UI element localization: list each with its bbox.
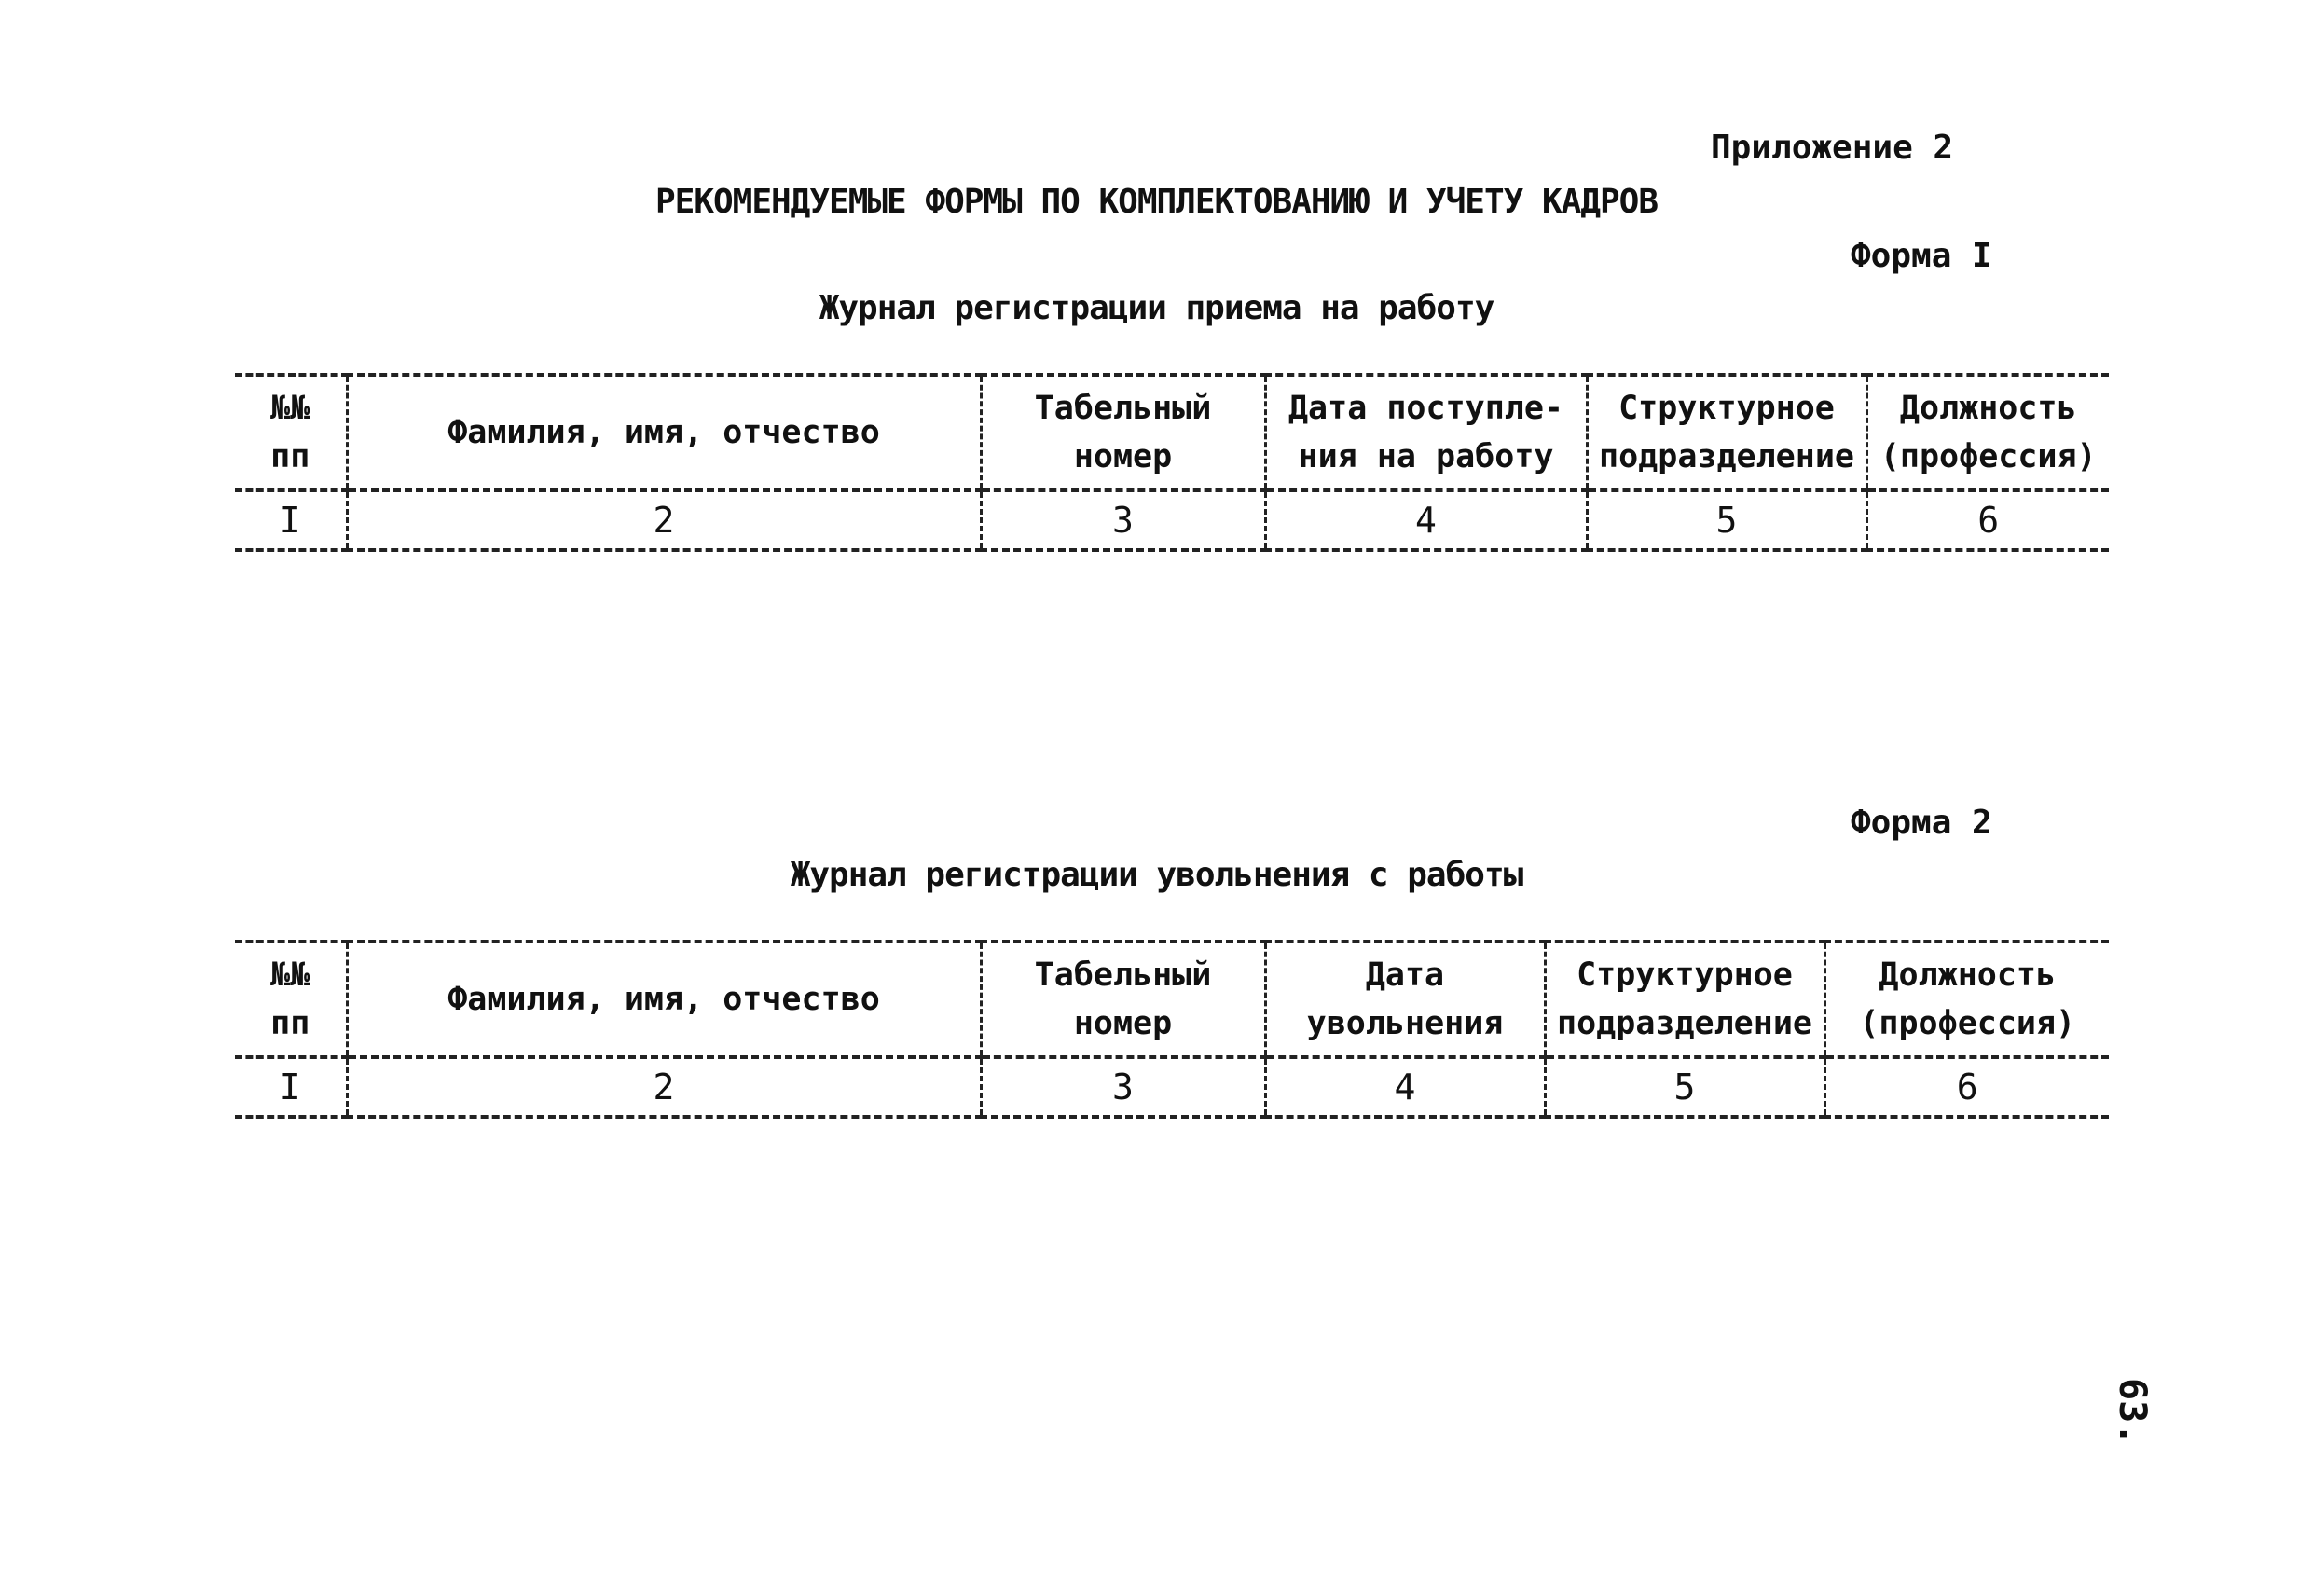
form1-table <box>235 373 2109 552</box>
appendix-label: Приложение 2 <box>1711 129 1954 167</box>
form1-title: Журнал регистрации приема на работу <box>819 289 1494 327</box>
header-cell-number: №№ пп <box>235 375 347 490</box>
column-number-cell: 6 <box>1866 490 2109 550</box>
column-number-cell: I <box>279 1066 301 1108</box>
document-heading: РЕКОМЕНДУЕМЫЕ ФОРМЫ ПО КОМПЛЕКТОВАНИЮ И УЧЕТУ КАДРОВ <box>654 183 1659 221</box>
table-row <box>235 1057 2109 1117</box>
column-number-cell: 2 <box>347 1057 981 1117</box>
column-number-cell: 5 <box>1545 1057 1824 1117</box>
header-cell-personnel-number: Табельный номер <box>981 942 1265 1057</box>
column-number-cell: 4 <box>1265 490 1587 550</box>
column-number-cell: 3 <box>981 1057 1265 1117</box>
column-number-cell: 6 <box>1824 1057 2109 1117</box>
header-cell-personnel-number: Табельный номер <box>981 375 1265 490</box>
header-cell-department: Структурное подразделение <box>1587 375 1866 490</box>
form2-table <box>235 940 2109 1119</box>
header-cell-full-name: Фамилия, имя, отчество <box>347 942 981 1057</box>
column-number-cell: 3 <box>981 490 1265 550</box>
table-row <box>235 490 2109 550</box>
form1-label: Форма I <box>1851 237 1992 275</box>
table-header-row <box>235 942 2109 1057</box>
header-cell-full-name: Фамилия, имя, отчество <box>347 375 981 490</box>
column-number-cell: 4 <box>1265 1057 1545 1117</box>
form2-title: Журнал регистрации увольнения с работы <box>790 856 1523 894</box>
header-cell-position: Должность (профессия) <box>1866 375 2109 490</box>
column-number-cell: 5 <box>1587 490 1866 550</box>
column-number-cell: 2 <box>347 490 981 550</box>
header-cell-hire-date: Дата поступле- ния на работу <box>1265 375 1587 490</box>
header-cell-number: №№ пп <box>235 942 347 1057</box>
form2-label: Форма 2 <box>1851 804 1992 842</box>
header-cell-position: Должность (профессия) <box>1824 942 2109 1057</box>
header-cell-department: Структурное подразделение <box>1545 942 1824 1057</box>
page-number: 63. <box>2111 1378 2154 1446</box>
header-cell-dismissal-date: Дата увольнения <box>1265 942 1545 1057</box>
column-number-cell: I <box>279 500 301 541</box>
table-header-row <box>235 375 2109 490</box>
